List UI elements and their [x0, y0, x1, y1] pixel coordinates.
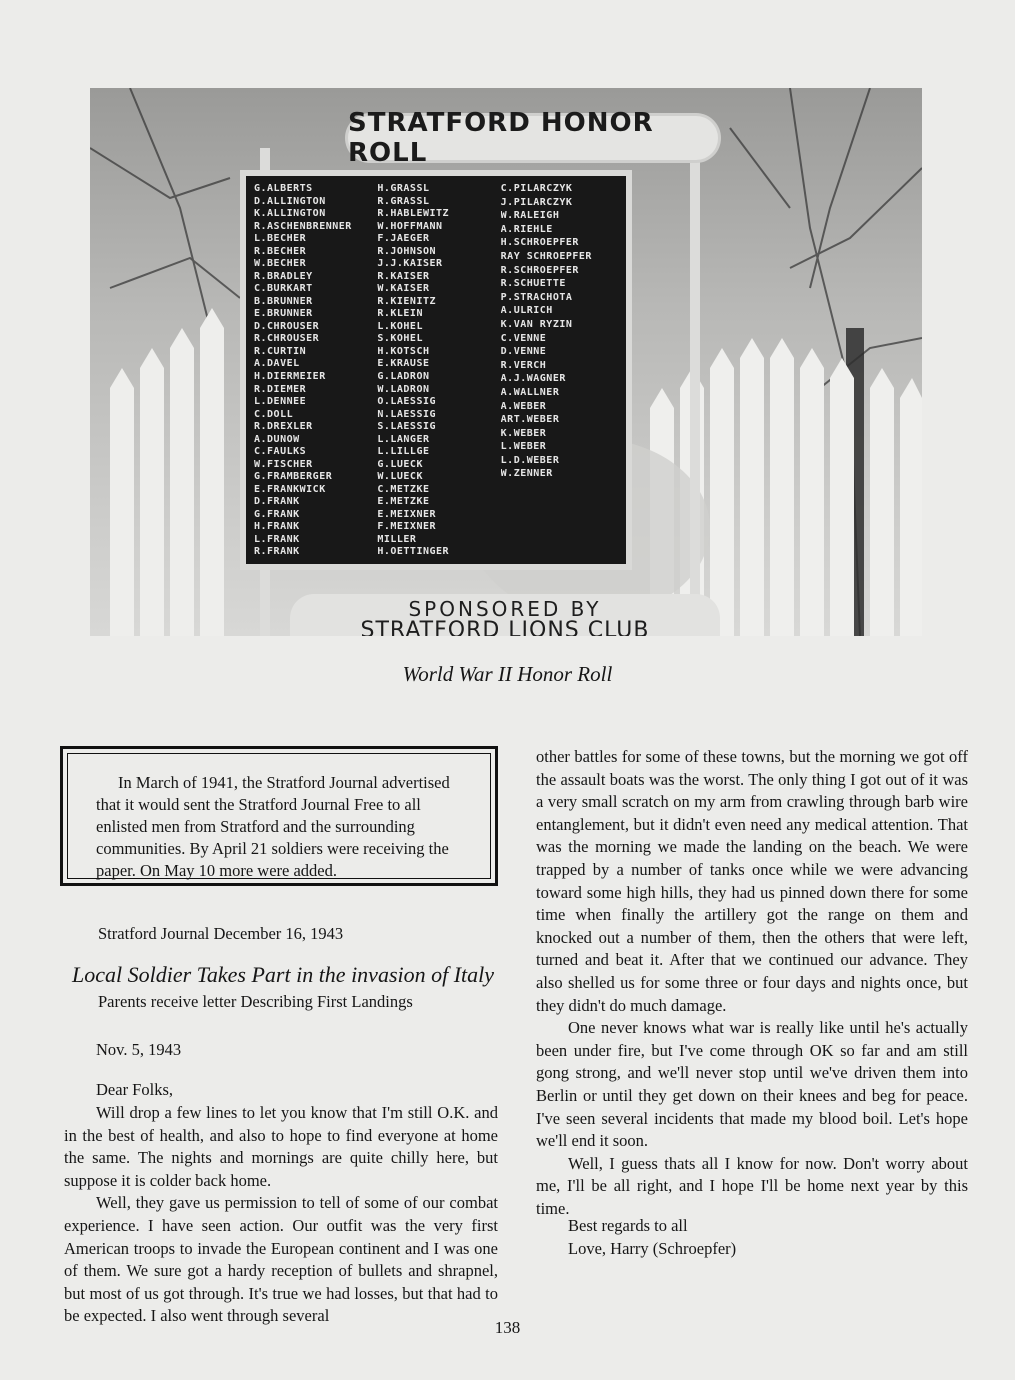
- honor-roll-name: S.KOHEL: [377, 333, 423, 345]
- boxed-note: [60, 746, 498, 886]
- letter-paragraph-3: One never knows what war is really like until he's actually been under fire, but I've come through OK so far and am still gong strong, and we'll never stop until we've driven them into Berlin or until they get down on their knees and beg for peace. I've seen several incidents that made my blood boil. Let's hope we'll end it soon.: [536, 1018, 968, 1151]
- honor-roll-name: R.ASCHENBRENNER: [254, 220, 352, 232]
- honor-roll-name: A.WALLNER: [500, 386, 560, 398]
- letter-left-column: [64, 1102, 498, 1328]
- letter-date: Nov. 5, 1943: [96, 1040, 182, 1059]
- honor-roll-name: C.FAULKS: [254, 446, 307, 458]
- honor-roll-name: R.VERCH: [500, 359, 547, 371]
- honor-roll-name: W.RALEIGH: [500, 210, 560, 222]
- honor-roll-name: L.BECHER: [254, 233, 307, 245]
- honor-roll-name: A.DUNOW: [254, 433, 300, 445]
- names-column-2: [377, 182, 494, 558]
- honor-roll-name: RAY SCHROEPFER: [500, 250, 592, 262]
- honor-roll-name: A.DAVEL: [254, 358, 300, 370]
- honor-roll-name: A.ULRICH: [500, 305, 553, 317]
- article-dateline: Stratford Journal December 16, 1943: [98, 924, 344, 943]
- honor-roll-name: R.CURTIN: [254, 345, 307, 357]
- honor-roll-name: C.DOLL: [254, 408, 294, 420]
- honor-roll-name: G.LUECK: [377, 458, 423, 470]
- honor-roll-name: F.JAEGER: [377, 233, 430, 245]
- honor-roll-name: H.FRANK: [254, 521, 300, 533]
- letter-signoff: [568, 1214, 736, 1260]
- honor-roll-name: W.BECHER: [254, 258, 307, 270]
- sign-title: STRATFORD HONOR ROLL: [348, 116, 718, 160]
- honor-roll-name: N.LAESSIG: [377, 408, 437, 420]
- letter-paragraph-1: Will drop a few lines to let you know that I'm still O.K. and in the best of health, and also to hope to find everyone at home the same. The nights and mornings are quite chilly here, but suppose it is colder back home.: [64, 1103, 498, 1190]
- photo-caption: World War II Honor Roll: [402, 662, 613, 686]
- honor-roll-name: R.JOHNSON: [377, 245, 437, 257]
- letter-right-column: [536, 746, 968, 1220]
- honor-roll-name: K.VAN RYZIN: [500, 318, 573, 330]
- honor-roll-name: O.LAESSIG: [377, 396, 437, 408]
- honor-roll-name: R.KIENITZ: [377, 295, 437, 307]
- honor-roll-name: C.PILARCZYK: [500, 183, 573, 194]
- article-subhead: Parents receive letter Describing First Landings: [98, 992, 413, 1011]
- honor-roll-name: D.VENNE: [500, 346, 547, 358]
- boxed-note-text: In March of 1941, the Stratford Journal advertised that it would sent the Stratford Journal Free to all enlisted men from Stratford and the surrounding communities. By April 21 soldiers were receiving the paper. On May 10 more were added.: [67, 753, 491, 879]
- honor-roll-name: E.FRANKWICK: [254, 483, 326, 495]
- honor-roll-name: A.RIEHLE: [500, 223, 553, 235]
- honor-roll-name: ART.WEBER: [500, 414, 560, 426]
- sponsor-sign: [290, 594, 720, 636]
- honor-roll-name: L.LILLGE: [377, 446, 430, 458]
- honor-roll-name: E.BRUNNER: [254, 308, 313, 320]
- honor-roll-name: R.DIEMER: [254, 383, 307, 395]
- honor-roll-name: S.LAESSIG: [377, 421, 437, 433]
- honor-roll-name: W.LUECK: [377, 471, 423, 483]
- honor-roll-name: R.KLEIN: [377, 308, 423, 320]
- honor-roll-name: R.GRASSL: [377, 195, 430, 207]
- honor-roll-name: D.CHROUSER: [254, 320, 320, 332]
- honor-roll-name: W.KAISER: [377, 283, 430, 295]
- honor-roll-name: R.CHROUSER: [254, 333, 320, 345]
- honor-roll-name: R.BRADLEY: [254, 270, 313, 282]
- honor-roll-name: A.J.WAGNER: [500, 373, 566, 385]
- honor-roll-name: A.WEBER: [500, 400, 547, 412]
- honor-roll-board: [240, 170, 632, 570]
- honor-roll-name: P.STRACHOTA: [500, 291, 573, 303]
- honor-roll-name: L.DENNEE: [254, 396, 307, 408]
- honor-roll-name: G.FRANK: [254, 508, 300, 520]
- closing-line-2: Love, Harry (Schroepfer): [568, 1239, 737, 1258]
- honor-roll-name: H.KOTSCH: [377, 345, 430, 357]
- letter-paragraph-2: Well, they gave us permission to tell of some of our combat experience. I have seen action. Our outfit was the very first American troops to invade the European continent and I was one of them. We sure got a hardy reception of bullets and shrapnel, but most of us got through. It's true we had losses, but that had to be expected. I also went through several: [64, 1193, 498, 1326]
- honor-roll-name: E.MEIXNER: [377, 508, 437, 520]
- honor-roll-name: R.KAISER: [377, 270, 430, 282]
- honor-roll-name: R.HABLEWITZ: [377, 208, 450, 220]
- honor-roll-name: R.SCHROEPFER: [500, 264, 579, 276]
- honor-roll-name: L.D.WEBER: [500, 454, 560, 466]
- honor-roll-name: R.BECHER: [254, 245, 307, 257]
- honor-roll-name: C.BURKART: [254, 283, 313, 295]
- names-column-1: [254, 182, 371, 558]
- honor-roll-name: G.FRAMBERGER: [254, 471, 333, 483]
- honor-roll-name: D.FRANK: [254, 496, 300, 508]
- honor-roll-name: R.DREXLER: [254, 421, 313, 433]
- honor-roll-name: B.BRUNNER: [254, 295, 313, 307]
- honor-roll-name: G.ALBERTS: [254, 183, 313, 194]
- honor-roll-name: L.LANGER: [377, 433, 430, 445]
- honor-roll-name: L.FRANK: [254, 533, 300, 545]
- honor-roll-name: H.SCHROEPFER: [500, 237, 579, 249]
- honor-roll-name: R.FRANK: [254, 546, 300, 558]
- article-headline: Local Soldier Takes Part in the invasion of Italy: [72, 962, 495, 987]
- honor-roll-name: E.KRAUSE: [377, 358, 430, 370]
- honor-roll-name: H.OETTINGER: [377, 546, 450, 558]
- sponsor-line-2: STRATFORD LIONS CLUB: [360, 618, 650, 636]
- honor-roll-name: C.VENNE: [500, 332, 547, 344]
- honor-roll-name: D.ALLINGTON: [254, 195, 326, 207]
- honor-roll-name: W.ZENNER: [500, 468, 553, 480]
- honor-roll-name: G.LADRON: [377, 370, 430, 382]
- honor-roll-name: H.DIERMEIER: [254, 370, 326, 382]
- honor-roll-name: L.KOHEL: [377, 320, 423, 332]
- letter-salutation: Dear Folks,: [96, 1080, 173, 1099]
- honor-roll-name: W.LADRON: [377, 383, 430, 395]
- honor-roll-name: K.ALLINGTON: [254, 208, 326, 220]
- sponsor-line-1: SPONSORED BY: [408, 597, 602, 621]
- honor-roll-name: J.PILARCZYK: [500, 196, 573, 208]
- honor-roll-name: K.WEBER: [500, 427, 547, 439]
- letter-paragraph-4: Well, I guess thats all I know for now. Don't worry about me, I'll be all right, and I hope I'll be home next year by this time.: [536, 1153, 968, 1218]
- honor-roll-name: W.HOFFMANN: [377, 220, 443, 232]
- honor-roll-name: R.SCHUETTE: [500, 278, 566, 290]
- honor-roll-name: H.GRASSL: [377, 183, 430, 194]
- honor-roll-name: L.WEBER: [500, 441, 547, 453]
- names-column-3: [501, 182, 618, 558]
- honor-roll-name: C.METZKE: [377, 483, 430, 495]
- closing-line-1: Best regards to all: [568, 1216, 688, 1235]
- honor-roll-name: F.MEIXNER: [377, 521, 437, 533]
- honor-roll-name: MILLER: [377, 533, 417, 545]
- page-number: 138: [494, 1318, 521, 1337]
- letter-paragraph-2-continued: other battles for some of these towns, but the morning we got off the assault boats was the worst. The only thing I got out of it was a very small scratch on my arm from crawling through barb wire entanglement, but it didn't even need any medical attention. That was the morning we made the landing on the beach. We were trapped by a number of tanks once while we were advancing toward some high hills, they had us pinned down there for some time when finally the artillery got the range on them and knocked out a number of them, then the others that were left, turned and beat it. After that we continued our advance. They also shelled us for some three or four days and nights once, but they didn't do much damage.: [536, 747, 968, 1015]
- honor-roll-name: J.J.KAISER: [377, 258, 443, 270]
- honor-roll-name: W.FISCHER: [254, 458, 313, 470]
- honor-roll-name: E.METZKE: [377, 496, 430, 508]
- honor-roll-photo: [90, 88, 922, 636]
